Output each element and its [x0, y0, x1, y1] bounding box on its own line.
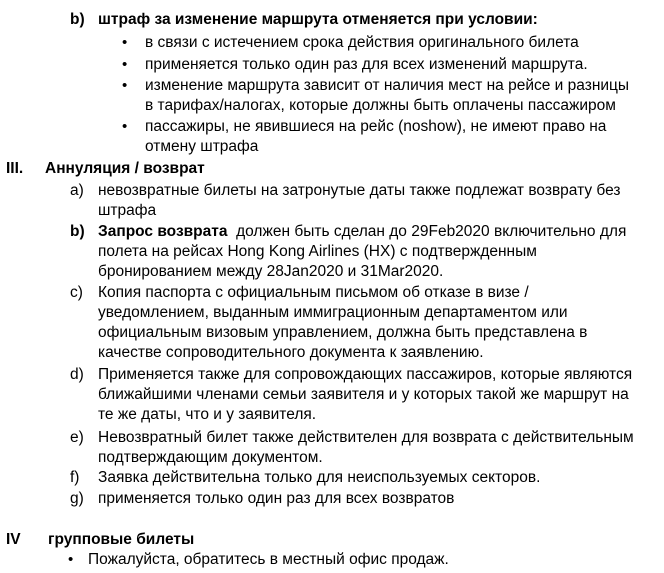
- section-number: III.: [6, 160, 24, 177]
- item-a-line: невозвратные билеты на затронутые даты также подлежат возврату без: [98, 182, 621, 199]
- bullet-dot: •: [68, 551, 74, 568]
- item-e-line: подтверждающим документом.: [98, 449, 323, 466]
- section-title: Аннуляция / возврат: [45, 160, 205, 177]
- item-b-line: бронированием между 28Jan2020 и 31Mar2020.: [98, 263, 444, 280]
- item-label-f: f): [70, 469, 80, 486]
- item-b-text: должен быть сделан до 29Feb2020 включительно для: [236, 223, 627, 240]
- item-label-b: b): [70, 223, 85, 240]
- item-a-line: штрафа: [98, 202, 157, 219]
- item-label-a: a): [70, 182, 84, 199]
- item-d-line: ближайшими членами семьи заявителя и у которых такой же маршрут на: [98, 386, 629, 403]
- item-c-line: Копия паспорта с официальным письмом об отказе в визе /: [98, 284, 529, 301]
- item-label-g: g): [70, 490, 84, 507]
- waiver-heading: штраф за изменение маршрута отменяется при условии:: [98, 11, 538, 28]
- item-d-line: те же даты, что и у заявителя.: [98, 406, 317, 423]
- bullet-dot: •: [122, 118, 128, 135]
- bullet-dot: •: [122, 34, 128, 51]
- section-number: IV: [6, 531, 21, 548]
- item-c-line: качестве сопроводительного документа к заявлению.: [98, 344, 484, 361]
- item-b-line: полета на рейсах Hong Kong Airlines (HX) с подтвержденным: [98, 243, 537, 260]
- item-d-line: Применяется также для сопровождающих пассажиров, которые являются: [98, 366, 633, 383]
- waiver-bullet: в связи с истечением срока действия оригинального билета: [145, 34, 579, 51]
- item-label-d: d): [70, 366, 84, 383]
- item-g-line: применяется только один раз для всех возвратов: [98, 490, 455, 507]
- item-e-line: Невозвратный билет также действителен для возврата с действительным: [98, 429, 634, 446]
- waiver-bullet: пассажиры, не явившиеся на рейс (noshow), не имеют право на: [145, 118, 607, 135]
- item-label-b: b): [70, 11, 85, 28]
- item-f-line: Заявка действительна только для неиспользуемых секторов.: [98, 469, 541, 486]
- item-c-line: уведомлением, выданным иммиграционным департаментом или: [98, 304, 568, 321]
- group-bullet: Пожалуйста, обратитесь в местный офис продаж.: [88, 551, 449, 568]
- waiver-bullet: изменение маршрута зависит от наличия мест на рейсе и разницы: [145, 77, 630, 94]
- refund-request-label: Запрос возврата: [98, 223, 228, 240]
- waiver-bullet-continuation: в тарифах/налогах, которые должны быть оплачены пассажиром: [145, 97, 616, 114]
- waiver-bullet-continuation: отмену штрафа: [145, 138, 259, 155]
- item-label-c: c): [70, 284, 83, 301]
- section-title: групповые билеты: [48, 531, 195, 548]
- bullet-dot: •: [122, 77, 128, 94]
- bullet-dot: •: [122, 56, 128, 73]
- item-label-e: e): [70, 429, 84, 446]
- item-b-line: [98, 222, 626, 243]
- item-c-line: официальным визовым управлением, должна быть представлена в: [98, 324, 588, 341]
- waiver-bullet: применяется только один раз для всех изменений маршрута.: [145, 56, 588, 73]
